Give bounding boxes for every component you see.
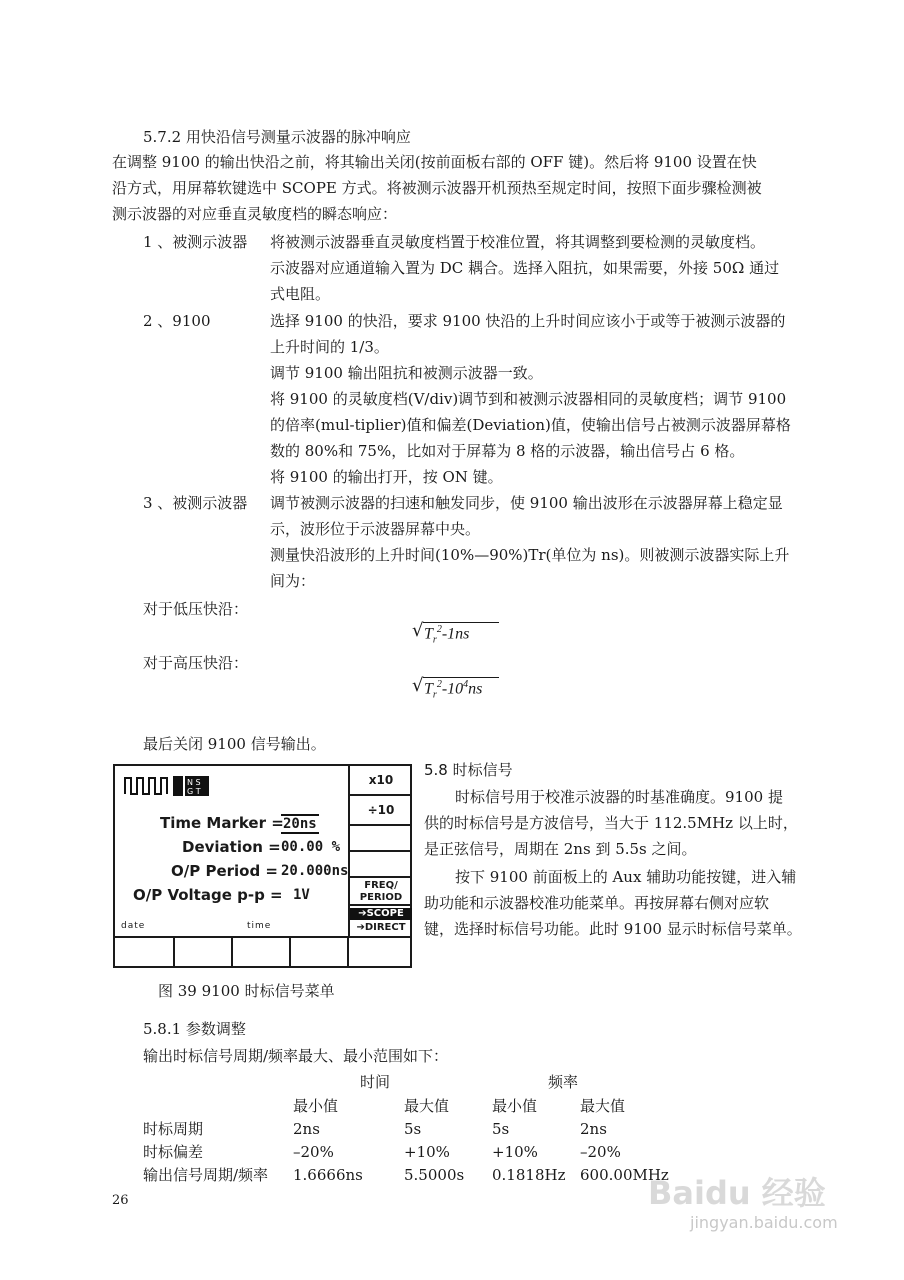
op-period-label: O/P Period =	[171, 862, 278, 880]
para-line: 助功能和示波器校准功能菜单。再按屏幕右侧对应软	[424, 894, 770, 912]
para-line: 键，选择时标信号功能。此时 9100 显示时标信号菜单。	[424, 920, 802, 938]
page-number: 26	[112, 1193, 129, 1208]
waveform-icon	[123, 772, 213, 800]
step-line: 调节被测示波器的扫速和触发同步，使 9100 输出波形在示波器屏幕上稳定显	[270, 494, 783, 512]
intro-line: 沿方式，用屏幕软键选中 SCOPE 方式。将被测示波器开机预热至规定时间，按照下面步骤检测被	[112, 179, 762, 197]
step-label: 3 、被测示波器	[143, 494, 248, 512]
step-line: 示，波形位于示波器屏幕中央。	[270, 520, 481, 538]
step-label: 2 、9100	[143, 312, 211, 330]
time-marker-value[interactable]: 20ns	[283, 816, 317, 832]
arrow-right-icon: ➔	[358, 908, 367, 919]
softkey-blank[interactable]	[350, 826, 412, 852]
section-heading-5-8-1: 5.8.1 参数调整	[143, 1020, 246, 1038]
softkey-div10[interactable]: ÷10	[350, 796, 412, 826]
step-line: 间为：	[270, 572, 316, 590]
step-line: 将 9100 的输出打开，按 ON 键。	[270, 468, 503, 486]
lcd-screen	[113, 764, 412, 968]
step-line: 选择 9100 的快沿，要求 9100 快沿的上升时间应该小于或等于被测示波器的	[270, 312, 786, 330]
bottom-softkey[interactable]	[115, 938, 175, 968]
deviation-label: Deviation =	[182, 838, 281, 856]
watermark-brand: Baidu 经验	[648, 1174, 826, 1212]
section-heading-5-8: 5.8 时标信号	[424, 761, 513, 779]
softkey-x10[interactable]: x10	[350, 766, 412, 796]
step-line: 示波器对应通道输入置为 DC 耦合。选择入阻抗，如果需要，外接 50Ω 通过	[270, 259, 780, 277]
sub-header: 最大值	[580, 1097, 626, 1115]
table-cell: 1.6666ns	[293, 1166, 363, 1184]
para-line: 供的时标信号是方波信号，当大于 112.5MHz 以上时，	[424, 814, 798, 832]
table-cell: 2ns	[293, 1120, 320, 1138]
softkey-period-label: PERIOD	[359, 892, 403, 903]
closing-line: 最后关闭 9100 信号输出。	[143, 735, 326, 753]
step-line: 调节 9100 输出阻抗和被测示波器一致。	[270, 364, 543, 382]
table-cell: 2ns	[580, 1120, 607, 1138]
step-line: 将被测示波器垂直灵敏度档置于校准位置，将其调整到要检测的灵敏度档。	[270, 233, 766, 251]
table-cell: 600.00MHz	[580, 1166, 669, 1184]
para-line: 时标信号用于校准示波器的时基准确度。9100 提	[455, 788, 783, 806]
step-line: 测量快沿波形的上升时间(10%—90%)Tr(单位为 ns)。则被测示波器实际上升	[270, 546, 790, 564]
bottom-softkey[interactable]	[175, 938, 233, 968]
intro-line: 在调整 9100 的输出快沿之前，将其输出关闭(按前面板右部的 OFF 键)。然后将 9100 设置在快	[112, 153, 757, 171]
table-cell: 5.5000s	[404, 1166, 465, 1184]
step-line: 将 9100 的灵敏度档(V/div)调节到和被测示波器相同的灵敏度档；调节 9100	[270, 390, 787, 408]
table-cell: –20%	[293, 1143, 334, 1161]
table-cell: 0.1818Hz	[492, 1166, 566, 1184]
low-voltage-label: 对于低压快沿：	[143, 600, 249, 618]
table-cell: –20%	[580, 1143, 621, 1161]
date-label: date	[121, 921, 146, 931]
watermark-url: jingyan.baidu.com	[690, 1213, 838, 1232]
low-voltage-formula: √ $T_r^2-1ns$	[412, 618, 502, 646]
step-line: 的倍率(mul-tiplier)值和偏差(Deviation)值，使输出信号占被测示波器屏幕格	[270, 416, 791, 434]
op-voltage-label: O/P Voltage p-p =	[133, 886, 283, 904]
svg-text:N S: N S	[187, 778, 201, 787]
table-intro: 输出时标信号周期/频率最大、最小范围如下：	[143, 1047, 449, 1065]
softkey-freq-period[interactable]	[350, 878, 412, 906]
softkey-blank[interactable]	[350, 852, 412, 878]
high-voltage-formula: √ $T_r^2-10^4ns$	[412, 673, 502, 701]
arrow-right-icon: ➔	[356, 922, 365, 933]
bottom-softkey[interactable]	[233, 938, 291, 968]
table-row-label: 时标周期	[143, 1120, 204, 1138]
high-voltage-label: 对于高压快沿：	[143, 654, 249, 672]
table-cell: 5s	[404, 1120, 422, 1138]
softkey-scope[interactable]: ➔SCOPE	[350, 908, 412, 920]
op-voltage-value: 1V	[293, 887, 310, 903]
time-label: time	[247, 921, 272, 931]
table-cell: +10%	[404, 1143, 450, 1161]
op-period-value: 20.000ns	[281, 863, 349, 879]
figure-caption: 图 39 9100 时标信号菜单	[158, 982, 335, 1000]
deviation-value: 00.00 %	[281, 839, 341, 855]
step-label: 1 、被测示波器	[143, 233, 248, 251]
bottom-softkey-row	[115, 936, 410, 968]
bottom-softkey[interactable]	[291, 938, 349, 968]
softkey-column	[348, 766, 412, 936]
svg-text:G T: G T	[187, 787, 201, 796]
section-heading-5-7-2: 5.7.2 用快沿信号测量示波器的脉冲响应	[143, 128, 411, 146]
table-cell: 5s	[492, 1120, 510, 1138]
group-header-freq: 频率	[548, 1073, 579, 1091]
para-line: 是正弦信号，周期在 2ns 到 5.5s 之间。	[424, 840, 697, 858]
step-line: 数的 80%和 75%，比如对于屏幕为 8 格的示波器，输出信号占 6 格。	[270, 442, 745, 460]
lcd-main-area	[115, 766, 348, 936]
softkey-direct[interactable]: ➔DIRECT	[356, 922, 406, 933]
step-line: 式电阻。	[270, 285, 331, 303]
step-line: 上升时间的 1/3。	[270, 338, 389, 356]
softkey-freq-label: FREQ/	[364, 880, 398, 891]
group-header-time: 时间	[360, 1073, 391, 1091]
time-marker-label: Time Marker =	[160, 814, 284, 832]
sub-header: 最小值	[293, 1097, 339, 1115]
table-row-label: 时标偏差	[143, 1143, 204, 1161]
sub-header: 最小值	[492, 1097, 538, 1115]
table-row-label: 输出信号周期/频率	[143, 1166, 269, 1184]
sub-header: 最大值	[404, 1097, 450, 1115]
para-line: 按下 9100 前面板上的 Aux 辅助功能按键，进入辅	[455, 868, 797, 886]
intro-line: 测示波器的对应垂直灵敏度档的瞬态响应：	[112, 205, 398, 223]
table-cell: +10%	[492, 1143, 538, 1161]
